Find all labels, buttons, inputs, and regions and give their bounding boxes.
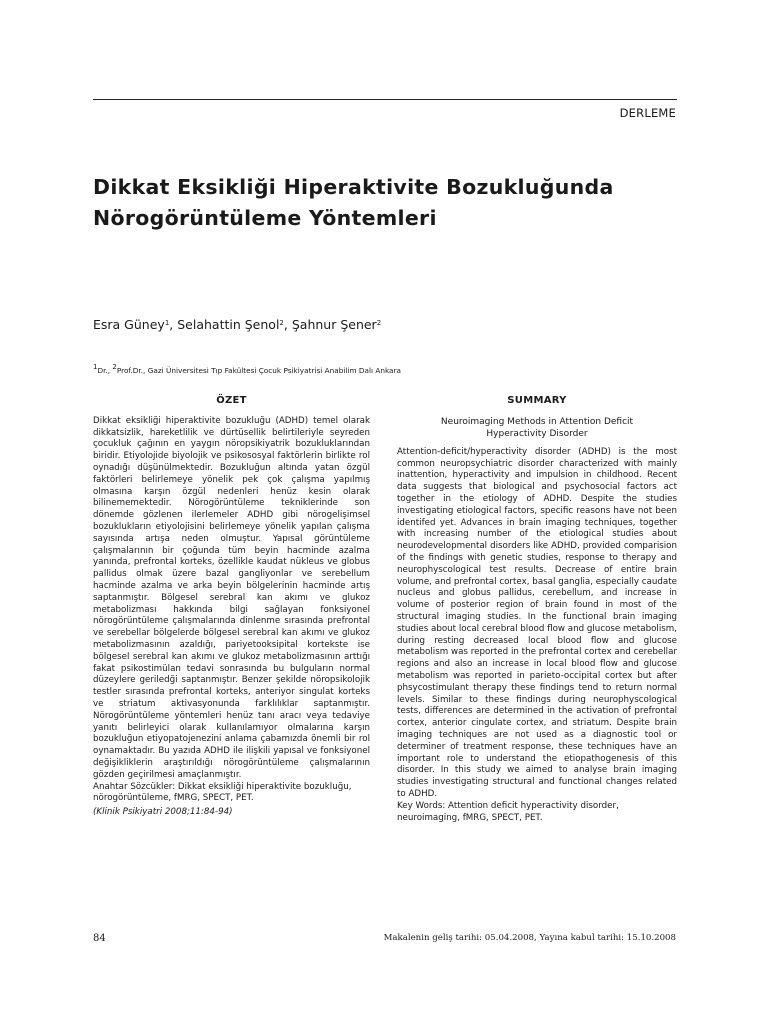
author-affiliation-mark: 2 xyxy=(279,319,284,327)
ozet-column xyxy=(93,395,370,819)
header-rule xyxy=(93,99,677,100)
summary-heading: SUMMARY xyxy=(507,395,567,406)
article-title: Dikkat Eksikliği Hiperaktivite Bozukluğunda Nörogörüntüleme Yöntemleri xyxy=(93,175,614,230)
author-separator: , xyxy=(169,317,178,332)
affiliation-mark: 2 xyxy=(112,363,117,371)
ozet-body: Dikkat eksikliği hiperaktivite bozukluğu (ADHD) temel olarak dikkatsizlik, hareketlilik ve dürtüsellik belirtileriyle seyreden çocukluk çağının en yaygın nöropsikiyatrik bozukluklarından biridir. Etiyolojide biyolojik ve psikososyal faktörlerin birlikte rol oynadığı düşünülmektedir. Bozukluğun altında yatan özgül faktörleri belirlemeye yönelik pek çok çalışma yapılmış olmasına karşın özgül nedenleri henüz kesin olarak bilinememektedir. Nörogörüntüleme tekniklerinde son dönemde gözlenen ilerlemeler ADHD gibi nörogelişimsel bozuklukların etiyolojisini belirlemeye yönelik yapılan çalışma sayısında artışa neden olmuştur. Yapısal görüntüleme çalışmalarının bir çoğunda tüm beyin hacminde azalma yanında, prefrontal korteks, özellikle kaudat nükleus ve globus pallidus olmak üzere bazal gangliyonlar ve serebellum hacminde azalma ve arka beyin bölgelerinin hacminde artış saptanmıştır. Bölgesel serebral kan akımı ve glukoz metabolizması hakkında bilgi sağlayan fonksiyonel nörogörüntüleme çalışmalarında dinlenme sırasında prefrontal ve serebellar bölgelerde bölgesel serebral kan akımı ve glukoz metabolizmasının azaldığı, pariyetooksipital kortekste ise bölgesel serebral kan akımı ve glukoz metabolizmasının arttığı fakat psikostimülan tedavi sonrasında bu bulguların normal düzeylere geriledği saptanmıştır. Benzer şekilde nöropsikolojik testler sırasında prefrontal korteks, anteriyor singulat korteks ve striatum aktivasyonunda farklılıklar saptanmıştır. Nörogörüntüleme yöntemleri henüz tanı aracı veya tedaviye yanıtı belirleyici olarak kullanılamıyor olmalarına karşın bozukluğun etiyopatojenezini anlama çabamızda önemli bir rol oynamaktadır. Bu yazıda ADHD ile ilişkili yapısal ve fonksiyonel değişikliklerin araştırıldığı nörogörüntüleme çalışmalarının gözden geçirilmesi amaçlanmıştır. xyxy=(93,415,370,780)
author-name: Şahnur Şener xyxy=(291,317,377,332)
ozet-heading: ÖZET xyxy=(216,395,247,406)
affiliation xyxy=(93,363,401,375)
page-number: 84 xyxy=(93,933,106,944)
author-affiliation-mark: 1 xyxy=(164,319,170,327)
author-name: Esra Güney xyxy=(93,317,165,332)
author-affiliation-mark: 2 xyxy=(376,319,382,327)
author-name: Selahattin Şenol xyxy=(177,317,280,332)
author-list xyxy=(93,317,381,332)
summary-column xyxy=(397,395,677,824)
submission-dates: Makalenin geliş tarihi: 05.04.2008, Yayına kabul tarihi: 15.10.2008 xyxy=(383,933,676,943)
section-label: DERLEME xyxy=(619,106,676,120)
summary-body: Attention-deficit/hyperactivity disorder (ADHD) is the most common neuropsychiatric disorder characterized with mainly inattention, hyperactivity and impulsion in childhood. Recent data suggests that biological and psychosocial factors act together in the etiology of ADHD. Despite the studies investigating etiological factors, specific reasons have not been identifed yet. Advances in brain imaging techniques, together with increasing number of the etiological studies about neurodevelopmental disorders like ADHD, provided comparision of the findings with genetic studies, response to therapy and neurophyscological test results. Decrease of entire brain volume, and prefrontal cortex, basal ganglia, especially caudate nucleus and globus pallidus, cerebellum, and increase in volume of posterior region of brain found in most of the structural imaging studies. In the functional brain imaging studies about local cerebral blood flow and glucose metabolism, during resting decreased local blood flow and glucose metabolism was reported in the prefrontal cortex and cerebellar regions and also an increase in local blood flow and glucose metabolism was reported in parieto-occipital cortex but after phsycostimulant therapy these findings tend to return normal levels. Similar to these findings during neurophyscological tests, differences are determined in the activation of prefrontal cortex, anterior cingulate cortex, and striatum. Despite brain imaging techniques are not used as a diagnostic tool or determiner of treatment response, these techniques have an important role to understand the etiopathogenesis of this disorder. In this study we aimed to analyse brain imaging studies investigating structural and functional changes related to ADHD. xyxy=(397,446,677,799)
ozet-citation: (Klinik Psikiyatri 2008;11:84-94) xyxy=(93,807,233,818)
author-separator: , xyxy=(283,317,292,332)
summary-keywords: Key Words: Attention deficit hyperactivity disorder, neuroimaging, fMRG, SPECT, PET. xyxy=(397,800,619,823)
affiliation-mark: 1 xyxy=(93,363,98,371)
ozet-keywords: Anahtar Sözcükler: Dikkat eksikliği hiperaktivite bozukluğu, nörogörüntüleme, fMRG, SPECT, PET. xyxy=(93,781,352,804)
summary-english-title: Neuroimaging Methods in Attention Deficit Hyperactivity Disorder xyxy=(440,416,634,440)
affiliation-text: Prof.Dr., Gazi Üniversitesi Tıp Fakültesi Çocuk Psikiyatrisi Anabilim Dalı Ankara xyxy=(116,366,401,375)
affiliation-text: Dr., xyxy=(97,366,113,375)
